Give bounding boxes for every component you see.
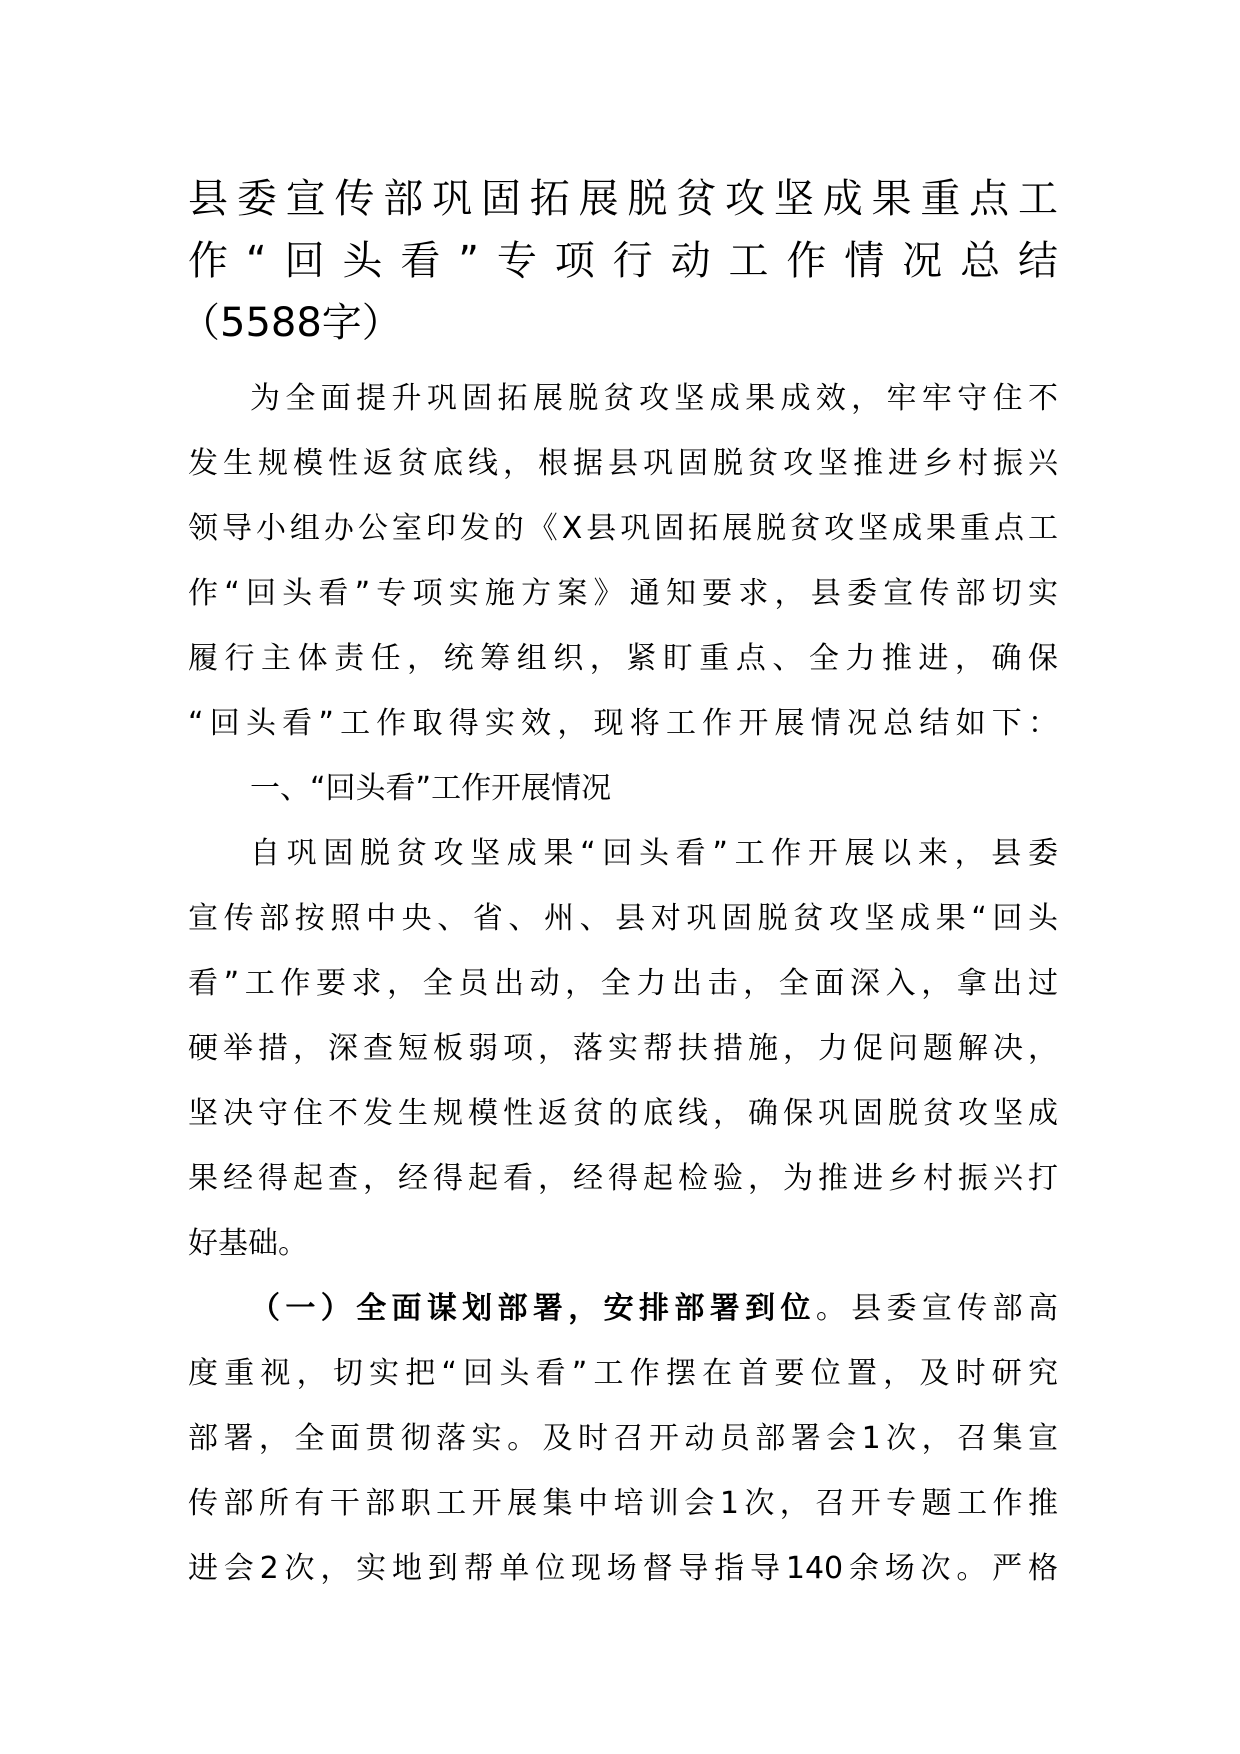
title-line-1: 县委宣传部巩固拓展脱贫攻坚成果重点工 xyxy=(188,176,1058,222)
subsection-lead-rest: 。县委宣传部高 xyxy=(815,1291,1059,1326)
document-title xyxy=(180,168,1058,354)
text-line: 看”工作要求，全员出动，全力出击，全面深入，拿出过 xyxy=(188,966,1058,1001)
title-word-count: （5588字） xyxy=(180,300,402,346)
text-line: 自巩固脱贫攻坚成果“回头看”工作开展以来，县委 xyxy=(250,836,1058,871)
subsection-heading: （一）全面谋划部署，安排部署到位 xyxy=(250,1291,816,1326)
text-line: “回头看”工作取得实效，现将工作开展情况总结如下： xyxy=(188,706,1058,741)
text-line: 好基础。 xyxy=(188,1226,308,1261)
intro-paragraph xyxy=(188,366,1058,756)
title-line-2: 作“回头看”专项行动工作情况总结 xyxy=(188,238,1058,284)
text-line: 进会2次，实地到帮单位现场督导指导140余场次。严格 xyxy=(188,1551,1058,1586)
subsection-paragraph xyxy=(188,1276,1058,1601)
text-line: 发生规模性返贫底线，根据县巩固脱贫攻坚推进乡村振兴 xyxy=(188,446,1058,481)
text-line: 领导小组办公室印发的《X县巩固拓展脱贫攻坚成果重点工 xyxy=(188,511,1058,546)
document-body xyxy=(188,366,1058,1601)
section-heading xyxy=(188,756,1058,821)
text-line: 履行主体责任，统筹组织，紧盯重点、全力推进，确保 xyxy=(188,641,1058,676)
text-line: 为全面提升巩固拓展脱贫攻坚成果成效，牢牢守住不 xyxy=(250,381,1058,416)
text-line: 部署，全面贯彻落实。及时召开动员部署会1次，召集宣 xyxy=(188,1421,1058,1456)
overview-paragraph xyxy=(188,821,1058,1276)
subsection-lead-line xyxy=(188,1276,1058,1341)
text-line: 硬举措，深查短板弱项，落实帮扶措施，力促问题解决， xyxy=(188,1031,1058,1066)
text-line: 果经得起查，经得起看，经得起检验，为推进乡村振兴打 xyxy=(188,1161,1058,1196)
text-line: 度重视，切实把“回头看”工作摆在首要位置，及时研究 xyxy=(188,1356,1058,1391)
text-line: 宣传部按照中央、省、州、县对巩固脱贫攻坚成果“回头 xyxy=(188,901,1058,936)
text-line: 坚决守住不发生规模性返贫的底线，确保巩固脱贫攻坚成 xyxy=(188,1096,1058,1131)
text-line: 传部所有干部职工开展集中培训会1次，召开专题工作推 xyxy=(188,1486,1058,1521)
text-line: 作“回头看”专项实施方案》通知要求，县委宣传部切实 xyxy=(188,576,1058,611)
section-heading-text: 一、“回头看”工作开展情况 xyxy=(250,771,612,806)
